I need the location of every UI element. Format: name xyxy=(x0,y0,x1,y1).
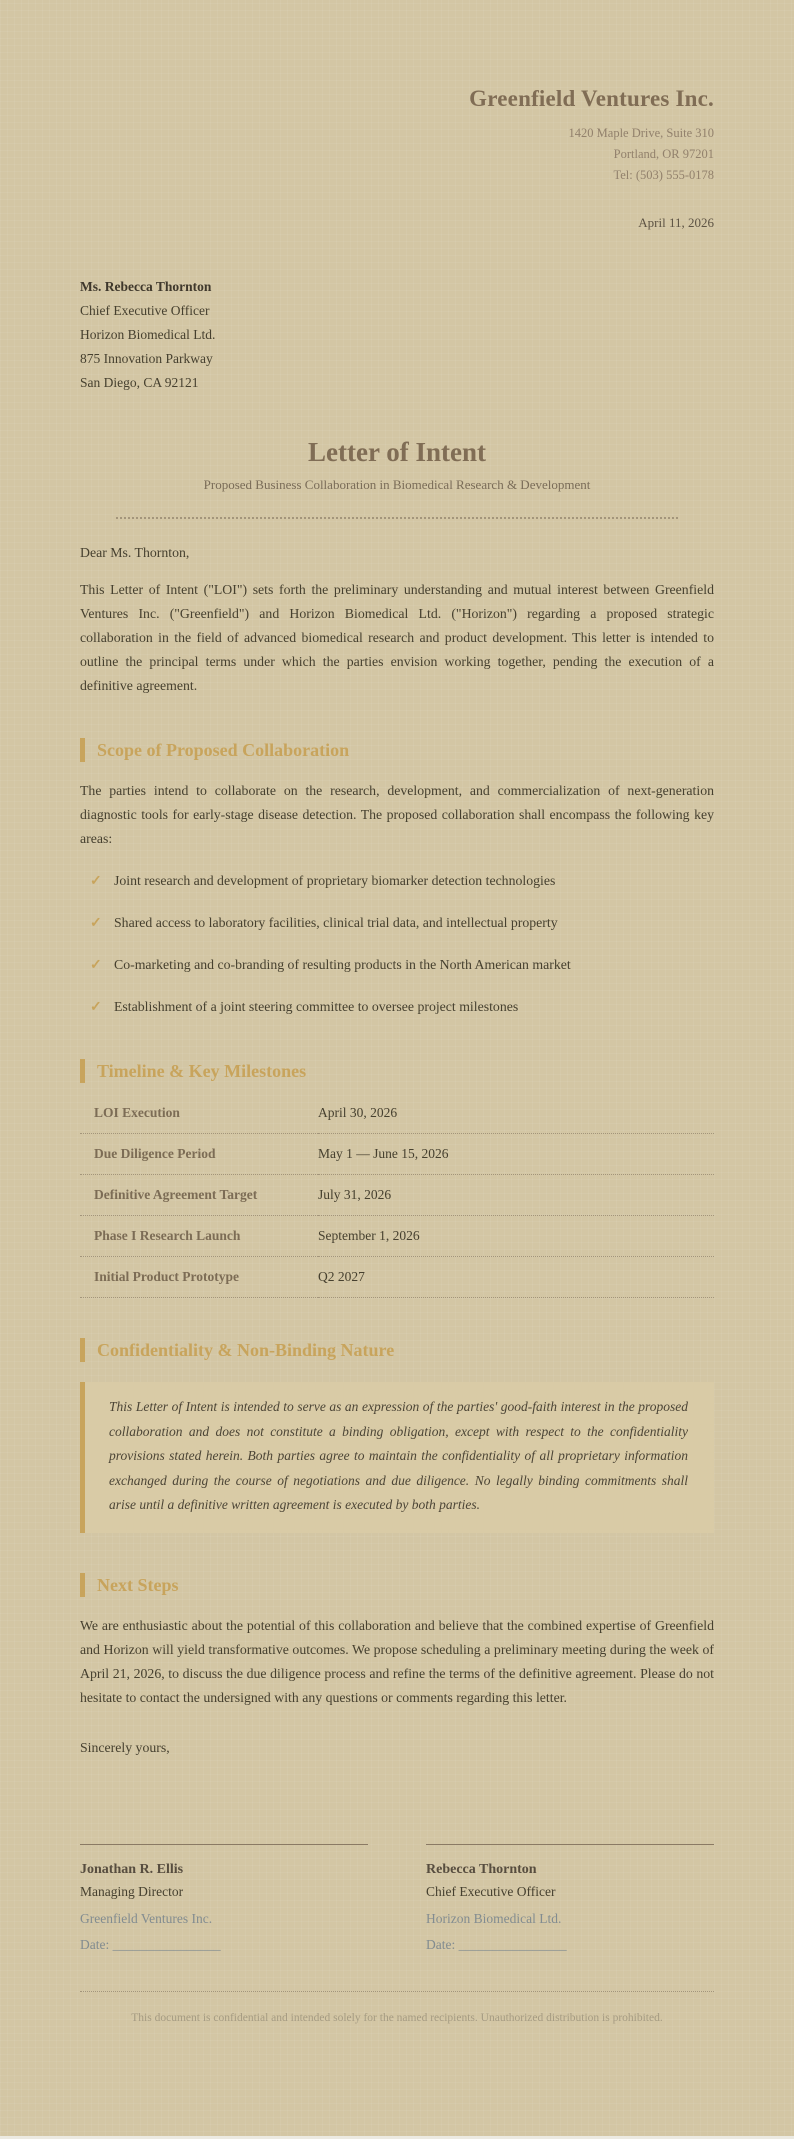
signatory-title: Managing Director xyxy=(80,1883,184,1899)
title-block xyxy=(80,437,714,493)
milestone-value: July 31, 2026 xyxy=(318,1175,714,1216)
salutation: Dear Ms. Thornton, xyxy=(80,545,190,560)
checklist-item xyxy=(80,995,714,1019)
check-icon: ✓ xyxy=(90,873,102,888)
signatory-company: Horizon Biomedical Ltd. xyxy=(426,1910,562,1926)
document-subtitle: Proposed Business Collaboration in Biomedical Research & Development xyxy=(203,477,591,492)
table-row xyxy=(80,1134,714,1175)
milestone-label: Due Diligence Period xyxy=(80,1134,318,1175)
section-heading-next-steps: Next Steps xyxy=(80,1573,714,1597)
milestone-label: Phase I Research Launch xyxy=(80,1216,318,1257)
recipient-company: Horizon Biomedical Ltd. xyxy=(80,327,216,342)
letter-date: April 11, 2026 xyxy=(638,215,714,230)
check-icon: ✓ xyxy=(90,957,102,972)
milestone-value: Q2 2027 xyxy=(318,1257,714,1298)
signature-line xyxy=(80,1844,368,1845)
checklist-item xyxy=(80,911,714,935)
intro-paragraph: This Letter of Intent ("LOI") sets forth the preliminary understanding and mutual interest between Greenfield Ventures Inc. ("Greenfield") and Horizon Biomedical Ltd. ("Horizon") regarding a proposed strategic collaboration in the field of advanced biomedical research and product development. This letter is intended to outline the principal terms under which the parties envision working together, pending the execution of a definitive agreement. xyxy=(80,582,714,693)
recipient-block xyxy=(80,275,714,395)
signatory-company: Greenfield Ventures Inc. xyxy=(80,1910,213,1926)
section-heading-confidentiality: Confidentiality & Non-Binding Nature xyxy=(80,1338,714,1362)
section-timeline xyxy=(80,1059,714,1298)
checklist-item xyxy=(80,953,714,977)
milestone-label: Definitive Agreement Target xyxy=(80,1175,318,1216)
section-confidentiality xyxy=(80,1338,714,1533)
signatory-title: Chief Executive Officer xyxy=(426,1883,556,1899)
recipient-city: San Diego, CA 92121 xyxy=(80,375,199,390)
milestone-value: April 30, 2026 xyxy=(318,1093,714,1134)
milestones-table xyxy=(80,1093,714,1298)
checklist-item xyxy=(80,869,714,893)
signature-date-field: Date: ________________ xyxy=(80,1936,221,1952)
signature-date-field: Date: ________________ xyxy=(426,1936,567,1952)
checklist-item-text: Joint research and development of proprietary biomarker detection technologies xyxy=(114,873,556,888)
check-icon: ✓ xyxy=(90,915,102,930)
recipient-name: Ms. Rebecca Thornton xyxy=(80,279,212,294)
checklist-item-text: Shared access to laboratory facilities, clinical trial data, and intellectual property xyxy=(114,915,558,930)
table-row xyxy=(80,1216,714,1257)
checklist-item-text: Establishment of a joint steering committee to oversee project milestones xyxy=(114,999,519,1014)
milestone-value: September 1, 2026 xyxy=(318,1216,714,1257)
section-scope xyxy=(80,738,714,1019)
signatory-name: Jonathan R. Ellis xyxy=(80,1861,184,1877)
next-steps-paragraph: We are enthusiastic about the potential of this collaboration and believe that the combined expertise of Greenfield and Horizon will yield transformative outcomes. We propose scheduling a preliminary meeting during the week of April 21, 2026, to discuss the due diligence process and refine the terms of the definitive agreement. Please do not hesitate to contact the undersigned with any questions or comments regarding this letter. xyxy=(80,1617,714,1705)
sender-company-name: Greenfield Ventures Inc. xyxy=(469,86,714,111)
milestone-value: May 1 — June 15, 2026 xyxy=(318,1134,714,1175)
title-divider xyxy=(116,517,678,519)
table-row xyxy=(80,1175,714,1216)
sender-phone-line: Tel: (503) 555-0178 xyxy=(613,168,714,182)
valediction: Sincerely yours, xyxy=(80,1739,170,1755)
sender-address-line: Portland, OR 97201 xyxy=(613,147,714,161)
letterhead xyxy=(80,86,714,186)
confidentiality-footer: This document is confidential and intended solely for the named recipients. Unauthorized distribution is prohibited. xyxy=(80,1991,714,2024)
recipient-address: 875 Innovation Parkway xyxy=(80,351,213,366)
milestone-label: LOI Execution xyxy=(80,1093,318,1134)
signatory-left xyxy=(80,1844,368,1953)
scope-paragraph: The parties intend to collaborate on the research, development, and commercialization of next-generation diagnostic tools for early-stage disease detection. The proposed collaboration shall encompass the following key areas: xyxy=(80,783,714,846)
signature-line xyxy=(426,1844,714,1845)
table-row xyxy=(80,1093,714,1134)
scope-checklist xyxy=(80,869,714,1019)
milestone-label: Initial Product Prototype xyxy=(80,1257,318,1298)
table-row xyxy=(80,1257,714,1298)
section-heading-timeline: Timeline & Key Milestones xyxy=(80,1059,714,1083)
signatory-name: Rebecca Thornton xyxy=(426,1861,537,1877)
confidentiality-note: This Letter of Intent is intended to serve as an expression of the parties' good-faith interest in the proposed collaboration and does not constitute a binding obligation, except with respect to the confidentiality provisions stated herein. Both parties agree to maintain the confidentiality of all proprietary information exchanged during the course of negotiations and due diligence. No legally binding commitments shall arise until a definitive written agreement is executed by both parties. xyxy=(80,1382,714,1533)
check-icon: ✓ xyxy=(90,999,102,1014)
checklist-item-text: Co-marketing and co-branding of resulting products in the North American market xyxy=(114,957,571,972)
document-title: Letter of Intent xyxy=(308,437,486,467)
section-heading-scope: Scope of Proposed Collaboration xyxy=(80,738,714,762)
section-next-steps xyxy=(80,1573,714,1710)
signature-block xyxy=(80,1844,714,1953)
recipient-title: Chief Executive Officer xyxy=(80,303,210,318)
sender-address-line: 1420 Maple Drive, Suite 310 xyxy=(568,126,714,140)
signatory-right xyxy=(426,1844,714,1953)
